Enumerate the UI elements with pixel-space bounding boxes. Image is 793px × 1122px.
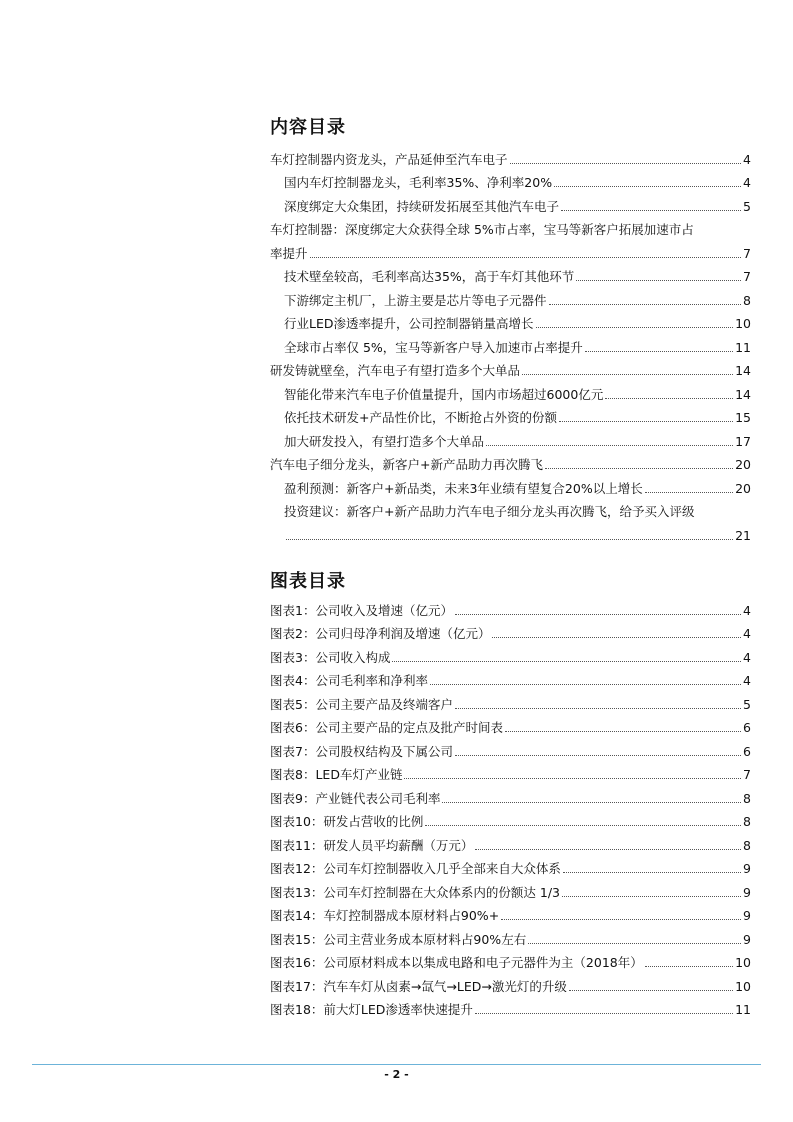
toc-item[interactable]: 下游绑定主机厂，上游主要是芯片等电子元器件 8 bbox=[284, 292, 751, 308]
page-number: - 2 - bbox=[384, 1068, 409, 1081]
toc-item[interactable]: 全球市占率仅 5%，宝马等新客户导入加速市占率提升 11 bbox=[284, 339, 751, 355]
figure-item[interactable]: 图表5：公司主要产品及终端客户 5 bbox=[270, 696, 751, 712]
figure-item[interactable]: 图表6：公司主要产品的定点及批产时间表 6 bbox=[270, 720, 751, 735]
contents-list bbox=[270, 143, 751, 543]
toc-item[interactable]: 加大研发投入，有望打造多个大单品 17 bbox=[284, 433, 751, 449]
figures-list bbox=[270, 594, 751, 1017]
figure-item[interactable]: 图表16：公司原材料成本以集成电路和电子元器件为主（2018年） 10 bbox=[270, 955, 751, 970]
toc-item[interactable]: 深度绑定大众集团，持续研发拓展至其他汽车电子 5 bbox=[284, 198, 751, 214]
figure-item[interactable]: 图表8：LED车灯产业链 7 bbox=[270, 767, 751, 782]
figure-item[interactable]: 图表1：公司收入及增速（亿元） 4 bbox=[270, 602, 751, 618]
figure-item[interactable]: 图表11：研发人员平均薪酬（万元） 8 bbox=[270, 837, 751, 853]
toc-item[interactable]: 行业LED渗透率提升，公司控制器销量高增长 10 bbox=[284, 316, 751, 331]
figure-item[interactable]: 图表2：公司归母净利润及增速（亿元） 4 bbox=[270, 626, 751, 641]
figure-item[interactable]: 图表10：研发占营收的比例 8 bbox=[270, 814, 751, 829]
toc-item[interactable]: 汽车电子细分龙头，新客户+新产品助力再次腾飞 20 bbox=[270, 457, 751, 472]
toc-item[interactable]: 车灯控制器：深度绑定大众获得全球 5%市占率，宝马等新客户拓展加速市占 bbox=[270, 222, 694, 237]
figure-item[interactable]: 图表12：公司车灯控制器收入几乎全部来自大众体系 9 bbox=[270, 861, 751, 876]
figure-item[interactable]: 图表9：产业链代表公司毛利率 8 bbox=[270, 790, 751, 806]
toc-item[interactable]: 研发铸就壁垒，汽车电子有望打造多个大单品 14 bbox=[270, 363, 751, 378]
figure-item[interactable]: 图表14：车灯控制器成本原材料占90%+ 9 bbox=[270, 908, 751, 923]
toc-item[interactable]: 21 bbox=[270, 519, 751, 543]
contents-title: 内容目录 bbox=[270, 117, 346, 138]
figure-item[interactable]: 图表13：公司车灯控制器在大众体系内的份额达 1/3 9 bbox=[270, 884, 751, 900]
figures-title: 图表目录 bbox=[270, 571, 346, 592]
toc-item[interactable]: 车灯控制器内资龙头，产品延伸至汽车电子 4 bbox=[270, 151, 751, 167]
toc-item[interactable]: 盈利预测：新客户+新品类，未来3年业绩有望复合20%以上增长 20 bbox=[284, 480, 751, 496]
figure-item[interactable]: 图表18：前大灯LED渗透率快速提升 11 bbox=[270, 1002, 751, 1017]
figure-item[interactable]: 图表15：公司主营业务成本原材料占90%左右 9 bbox=[270, 931, 751, 947]
figure-item[interactable]: 图表7：公司股权结构及下属公司 6 bbox=[270, 743, 751, 759]
figure-item[interactable]: 图表17：汽车车灯从卤素→氙气→LED→激光灯的升级 10 bbox=[270, 978, 751, 994]
toc-item[interactable]: 智能化带来汽车电子价值量提升，国内市场超过6000亿元 14 bbox=[284, 386, 751, 402]
toc-item[interactable]: 技术壁垒较高，毛利率高达35%，高于车灯其他环节 7 bbox=[284, 269, 751, 284]
toc-item[interactable]: 依托技术研发+产品性价比，不断抢占外资的份额 15 bbox=[284, 410, 751, 425]
footer-divider bbox=[32, 1064, 761, 1065]
toc-item[interactable]: 率提升 7 bbox=[270, 245, 751, 261]
toc-item[interactable]: 国内车灯控制器龙头，毛利率35%、净利率20% 4 bbox=[284, 175, 751, 190]
figure-item[interactable]: 图表3：公司收入构成 4 bbox=[270, 649, 751, 665]
figure-item[interactable]: 图表4：公司毛利率和净利率 4 bbox=[270, 673, 751, 688]
toc-item[interactable]: 投资建议：新客户+新产品助力汽车电子细分龙头再次腾飞，给予买入评级 bbox=[284, 504, 695, 519]
